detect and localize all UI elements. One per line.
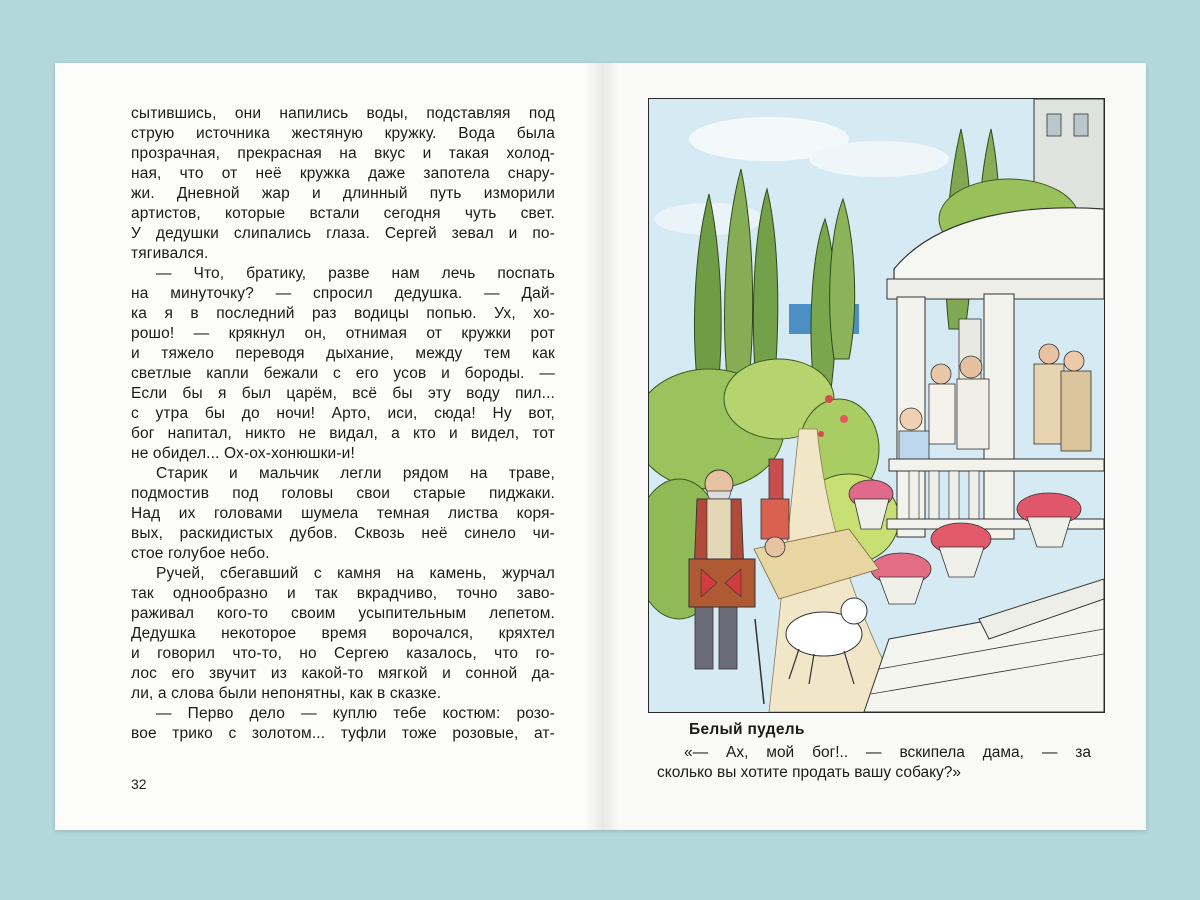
text-line: вых, раскидистых дубов. Сквозь неё синело чи- [131, 525, 555, 542]
text-line: — Что, братику, разве нам лечь поспать [156, 265, 555, 282]
text-line: и говорил что-то, но Сергею казалось, что го- [131, 645, 555, 662]
text-line: не обидел... Ох-ох-хонюшки-и! [131, 445, 355, 462]
text-line: жи. Дневной жар и длинный путь изморили [131, 185, 555, 202]
text-line: — Перво дело — куплю тебе костюм: розо- [156, 705, 555, 722]
text-line: лос его звучит из какой-то мягкой и сонной да- [131, 665, 555, 682]
gazebo-garden-illustration [649, 99, 1104, 712]
text-line: ли, а слова были непонятны, как в сказке. [131, 685, 442, 702]
text-line: прозрачная, прекрасная на вкус и такая холод- [131, 145, 555, 162]
text-line: Дедушка некоторое время ворочался, кряхтел [131, 625, 555, 642]
text-line: с утра бы до ночи! Арто, иси, сюда! Ну вот, [131, 405, 555, 422]
text-line: тягивался. [131, 245, 209, 262]
text-line: так однообразно и так вкрадчиво, точно заво- [131, 585, 555, 602]
text-line: артистов, которые встали сегодня чуть свет. [131, 205, 555, 222]
text-line: Если бы я был царём, всё бы эту воду пил... [131, 385, 555, 402]
text-line: на минуточку? — спросил дедушка. — Дай- [131, 285, 555, 302]
text-line: раживал кого-то своим усыпительным лепетом. [131, 605, 555, 622]
open-book-spread [55, 63, 1146, 830]
illustration-frame [648, 98, 1105, 713]
caption-text [657, 743, 1091, 783]
caption-title: Белый пудель [689, 721, 805, 738]
text-line: и тяжело переводя дыхание, между тем как [131, 345, 555, 362]
text-line: сколько вы хотите продать вашу собаку?» [657, 764, 962, 781]
text-line: вое трико с золотом... туфли тоже розовые, ат- [131, 725, 555, 742]
text-line: Над их головами шумела темная листва коря- [131, 505, 555, 522]
text-line: ная, что от неё кружка даже запотела снару- [131, 165, 555, 182]
left-page [55, 63, 601, 830]
page-number: 32 [131, 776, 147, 792]
text-line: Старик и мальчик легли рядом на траве, [156, 465, 555, 482]
text-line: рошо! — крякнул он, отнимая от кружки рот [131, 325, 555, 342]
text-line: «— Ах, мой бог!.. — вскипела дама, — за [684, 744, 1091, 761]
text-line: подмостив под головы свои старые пиджаки. [131, 485, 555, 502]
text-line: стое голубое небо. [131, 545, 270, 562]
right-page [601, 63, 1146, 830]
text-line: ка я в последний раз водицы попью. Ух, хо- [131, 305, 555, 322]
text-line: бог напитал, никто не видал, а кто и видел, тот [131, 425, 555, 442]
text-line: У дедушки слипались глаза. Сергей зевал и по- [131, 225, 555, 242]
text-line: сытившись, они напились воды, подставляя под [131, 105, 555, 122]
left-page-text [131, 104, 555, 744]
text-line: струю источника жестяную кружку. Вода была [131, 125, 555, 142]
text-line: Ручей, сбегавший с камня на камень, журчал [156, 565, 555, 582]
book-gutter [585, 63, 619, 830]
text-line: светлые капли бежали с его усов и бороды. — [131, 365, 555, 382]
